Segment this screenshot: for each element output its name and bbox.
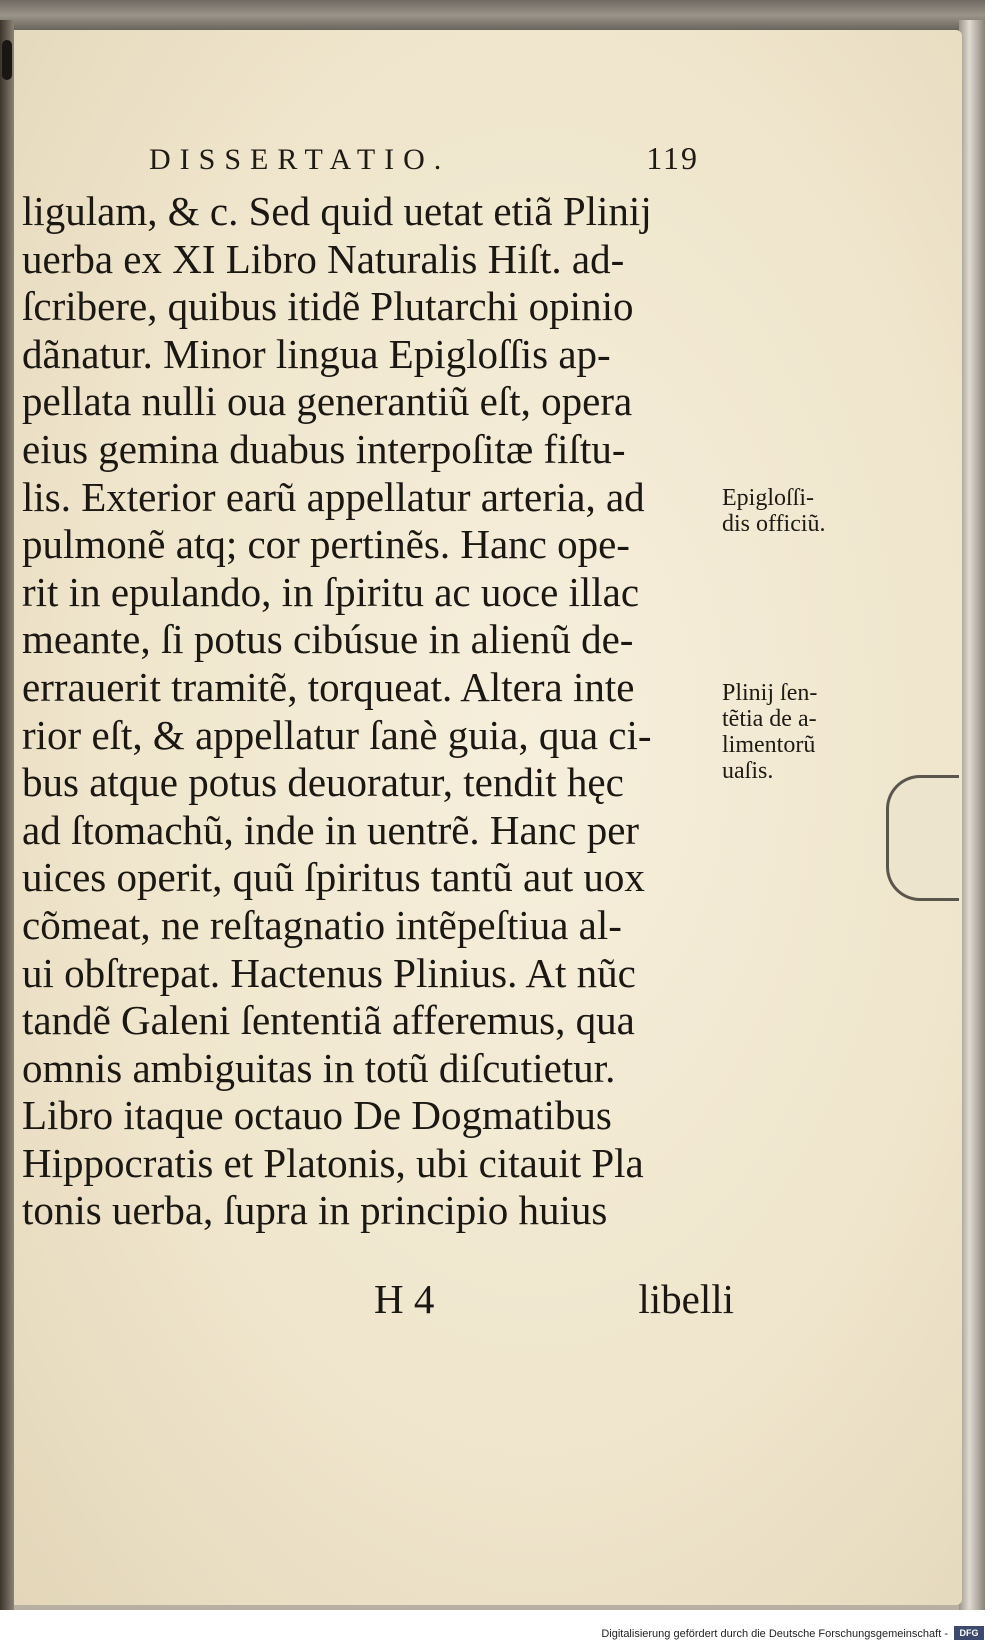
running-head <box>149 140 709 184</box>
text-line: tonis uerba, ſupra in principio huius <box>22 1187 608 1234</box>
text-line: uerba ex XI Libro Naturalis Hiſt. ad- <box>22 235 625 282</box>
marginal-note-line: Plinij ſen- <box>722 680 818 706</box>
text-line: pellata nulli oua generantiũ eſt, opera <box>22 378 633 425</box>
text-line: tandẽ Galeni ſententiã afferemus, qua <box>22 997 635 1044</box>
marginal-note-line: tẽtia de a- <box>722 706 817 732</box>
text-line: dãnatur. Minor lingua Epigloſſis ap- <box>22 330 611 377</box>
signature-mark: H 4 <box>374 1276 435 1322</box>
footer-credit: Digitalisierung gefördert durch die Deutsche Forschungsgemeinschaft - <box>601 1628 948 1640</box>
text-line: ligulam, & c. Sed quid uetat etiã Plinij <box>22 188 652 234</box>
text-line: bus atque potus deuoratur, tendit hęc <box>22 759 624 806</box>
running-head-title: DISSERTATIO. <box>149 143 451 176</box>
marginal-note-line: limentorũ <box>722 732 816 758</box>
marginal-note-line: Epigloſſi- <box>722 485 814 511</box>
text-line: rit in epulando, in ſpiritu ac uoce illac <box>22 568 640 615</box>
marginal-note-line: uaſis. <box>722 758 774 784</box>
text-line: cõmeat, ne reſtagnatio intẽpeſtiua al- <box>22 901 622 948</box>
book-top-edge <box>0 0 985 34</box>
page-number: 119 <box>646 140 699 176</box>
text-line: lis. Exterior earũ appellatur arteria, ad <box>22 473 645 520</box>
marginal-note <box>722 485 892 537</box>
dfg-logo: DFG <box>954 1626 984 1640</box>
text-line: eius gemina duabus interpoſitæ fiſtu- <box>22 425 626 472</box>
book-right-edge <box>959 20 985 1610</box>
catchword: libelli <box>638 1276 734 1322</box>
book-left-edge <box>0 20 14 1610</box>
text-line: pulmonẽ atq; cor pertinẽs. Hanc ope- <box>22 521 630 568</box>
edge-mark <box>2 40 12 80</box>
text-line: omnis ambiguitas in totũ diſcutietur. <box>22 1044 616 1091</box>
page-sheet <box>14 30 962 1605</box>
marginal-note-line: dis officiũ. <box>722 511 826 537</box>
text-line: rior eſt, & appellatur ſanè guia, qua ci- <box>22 711 652 758</box>
text-line: uices operit, quũ ſpiritus tantũ aut uox <box>22 854 645 901</box>
body-text <box>22 188 742 1235</box>
text-line: Hippocratis et Platonis, ubi citauit Pla <box>22 1139 644 1186</box>
text-line: ad ſtomachũ, inde in uentrẽ. Hanc per <box>22 806 640 853</box>
text-line: errauerit tramitẽ, torqueat. Altera inte <box>22 663 635 710</box>
marginal-note <box>722 680 892 784</box>
page-clip <box>886 775 959 901</box>
text-line: meante, ſi potus cibúsue in alienũ de- <box>22 616 634 663</box>
text-line: ui obſtrepat. Hactenus Plinius. At nũc <box>22 949 636 996</box>
text-line: Libro itaque octauo De Dogmatibus <box>22 1092 612 1139</box>
catchword-line <box>374 1275 734 1325</box>
text-line: ſcribere, quibus itidẽ Plutarchi opinio <box>22 283 634 330</box>
footer-bar <box>0 1610 1000 1645</box>
